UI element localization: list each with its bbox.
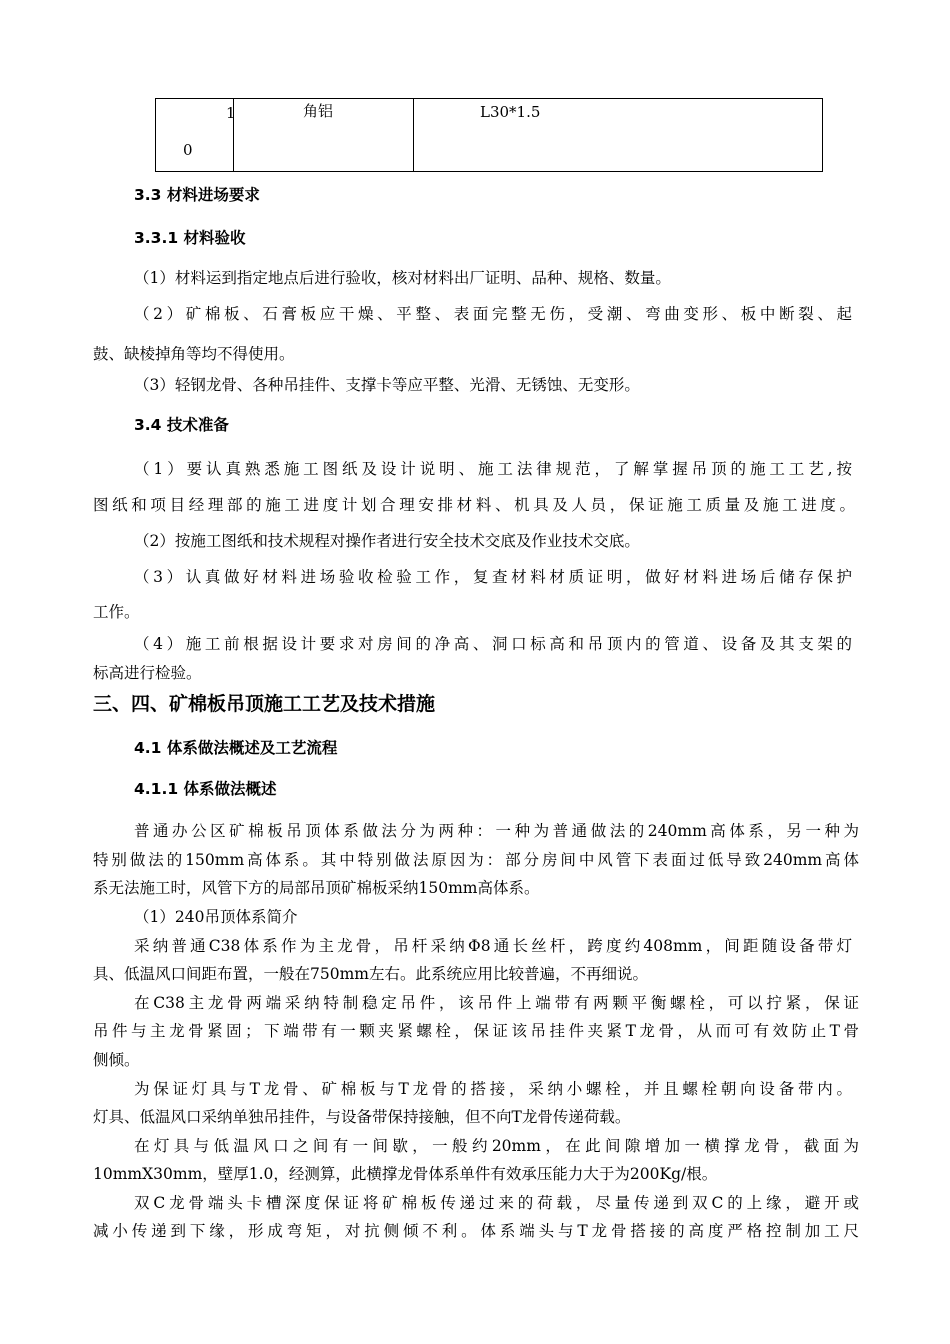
paragraph-line: （1）要认真熟悉施工图纸及设计说明、施工法律规范，了解掌握吊顶的施工工艺,按 bbox=[134, 460, 852, 478]
section-4-1-1-heading: 4.1.1 体系做法概述 bbox=[134, 780, 277, 798]
paragraph-line: （3）认真做好材料进场验收检验工作，复查材料材质证明，做好材料进场后储存保护 bbox=[134, 568, 852, 586]
paragraph-line: 为保证灯具与T龙骨、矿棉板与T龙骨的搭接，采纳小螺栓，并且螺栓朝向设备带内。 bbox=[134, 1080, 852, 1098]
material-table-row bbox=[155, 98, 823, 172]
paragraph-line: （4）施工前根据设计要求对房间的净高、洞口标高和吊顶内的管道、设备及其支架的 bbox=[134, 635, 852, 653]
paragraph-line: 在C38主龙骨两端采纳特制稳定吊件，该吊件上端带有两颗平衡螺栓，可以拧紧，保证 bbox=[134, 994, 859, 1012]
paragraph-line: （1）材料运到指定地点后进行验收，核对材料出厂证明、品种、规格、数量。 bbox=[134, 269, 671, 287]
material-spec: L30*1.5 bbox=[480, 103, 541, 121]
paragraph-line: 工作。 bbox=[93, 603, 140, 621]
paragraph-line: 鼓、缺棱掉角等均不得使用。 bbox=[93, 345, 295, 363]
section-4-1-heading: 4.1 体系做法概述及工艺流程 bbox=[134, 739, 338, 757]
paragraph-line: （1）240吊顶体系简介 bbox=[134, 908, 298, 926]
table-divider bbox=[413, 99, 414, 171]
paragraph-line: （2）矿棉板、石膏板应干燥、平整、表面完整无伤，受潮、弯曲变形、板中断裂、起 bbox=[134, 305, 852, 323]
paragraph-line: 侧倾。 bbox=[93, 1051, 140, 1069]
paragraph-line: 特别做法的150mm高体系。其中特别做法原因为：部分房间中风管下表面过低导致240mm高体 bbox=[93, 851, 859, 869]
section-3-3-1-heading: 3.3.1 材料验收 bbox=[134, 229, 246, 247]
paragraph-line: 10mmX30mm，壁厚1.0，经测算，此横撑龙骨体系单件有效承压能力大于为200Kg/根。 bbox=[93, 1165, 718, 1183]
section-3-3-heading: 3.3 材料进场要求 bbox=[134, 186, 260, 204]
row-number-top: 1 bbox=[226, 104, 236, 122]
paragraph-line: 吊件与主龙骨紧固；下端带有一颗夹紧螺栓，保证该吊挂件夹紧T龙骨，从而可有效防止T骨 bbox=[93, 1022, 859, 1040]
paragraph-line: 图纸和项目经理部的施工进度计划合理安排材料、机具及人员，保证施工质量及施工进度。 bbox=[93, 496, 855, 514]
section-3-4-heading: 3.4 技术准备 bbox=[134, 416, 229, 434]
chapter-heading: 三、四、矿棉板吊顶施工工艺及技术措施 bbox=[93, 693, 436, 715]
paragraph-line: 灯具、低温风口采纳单独吊挂件，与设备带保持接触，但不向T龙骨传递荷载。 bbox=[93, 1108, 631, 1126]
material-name: 角铝 bbox=[303, 102, 334, 120]
paragraph-line: 在灯具与低温风口之间有一间歇，一般约20mm，在此间隙增加一横撑龙骨，截面为 bbox=[134, 1137, 859, 1155]
paragraph-line: 普通办公区矿棉板吊顶体系做法分为两种：一种为普通做法的240mm高体系，另一种为 bbox=[134, 822, 859, 840]
paragraph-line: （3）轻钢龙骨、各种吊挂件、支撑卡等应平整、光滑、无锈蚀、无变形。 bbox=[134, 376, 640, 394]
paragraph-line: 标高进行检验。 bbox=[93, 664, 202, 682]
paragraph-line: 减小传递到下缘，形成弯矩，对抗侧倾不利。体系端头与T龙骨搭接的高度严格控制加工尺 bbox=[93, 1222, 859, 1240]
paragraph-line: （2）按施工图纸和技术规程对操作者进行安全技术交底及作业技术交底。 bbox=[134, 532, 640, 550]
row-number-bottom: 0 bbox=[183, 141, 193, 159]
paragraph-line: 双C龙骨端头卡槽深度保证将矿棉板传递过来的荷载，尽量传递到双C的上缘，避开或 bbox=[134, 1194, 859, 1212]
paragraph-line: 采纳普通C38体系作为主龙骨，吊杆采纳Φ8通长丝杆，跨度约408mm，间距随设备带灯 bbox=[134, 937, 852, 955]
paragraph-line: 系无法施工时，风管下方的局部吊顶矿棉板采纳150mm高体系。 bbox=[93, 879, 540, 897]
paragraph-line: 具、低温风口间距布置，一般在750mm左右。此系统应用比较普遍，不再细说。 bbox=[93, 965, 648, 983]
